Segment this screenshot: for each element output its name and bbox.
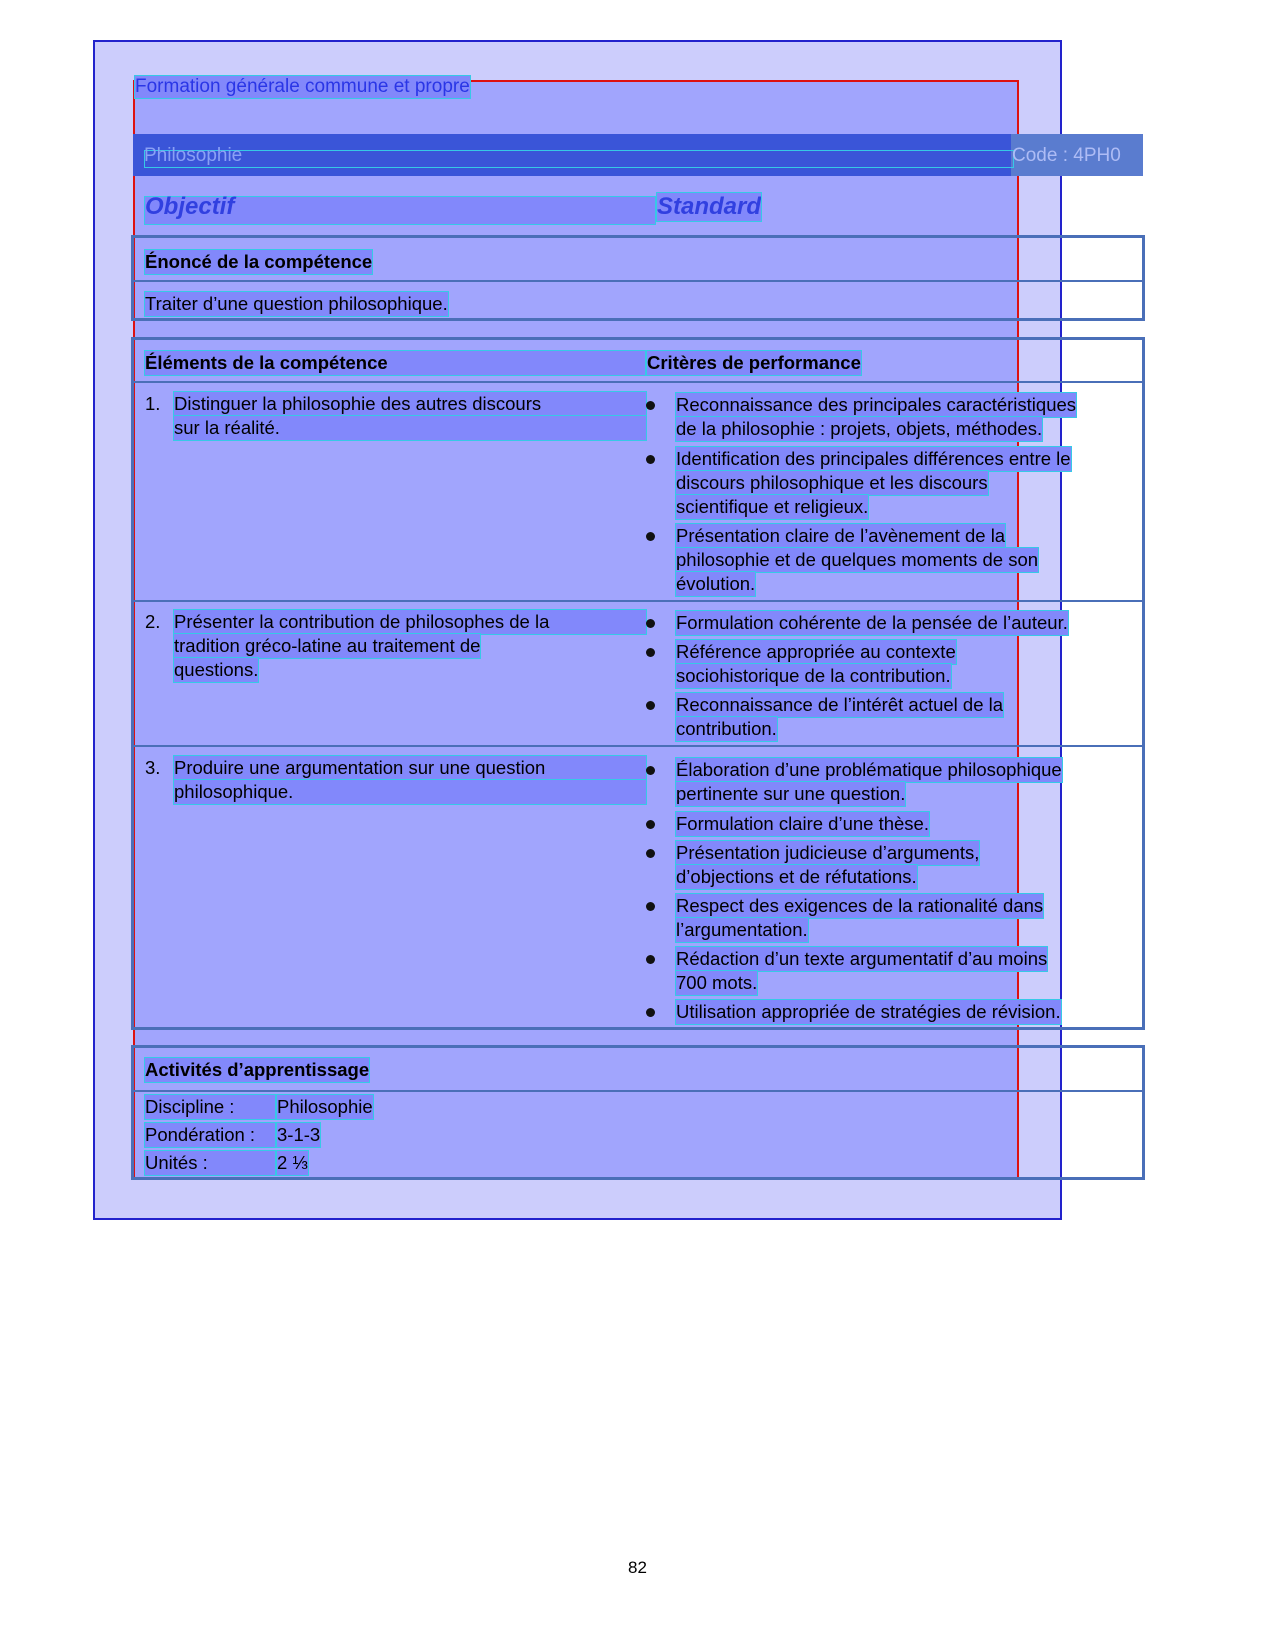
criterion-line: Identification des principales différences entre le bbox=[676, 448, 1071, 469]
bullet-icon bbox=[646, 648, 655, 657]
col-header-criteres: Critères de performance bbox=[647, 352, 861, 373]
activites-title: Activités d’apprentissage bbox=[145, 1059, 370, 1080]
criterion-line: Rédaction d’un texte argumentatif d’au moins bbox=[676, 948, 1048, 969]
criterion-line: Utilisation appropriée de stratégies de révision. bbox=[676, 1001, 1061, 1022]
ponderation-value: 3-1-3 bbox=[277, 1124, 321, 1145]
bullet-icon bbox=[646, 532, 655, 541]
section-title: Formation générale commune et propre bbox=[135, 76, 470, 97]
enonce-title: Énoncé de la compétence bbox=[145, 251, 373, 272]
criterion-line: pertinente sur une question. bbox=[676, 783, 906, 804]
col-header-elements: Éléments de la compétence bbox=[145, 351, 645, 375]
bullet-icon bbox=[646, 1008, 655, 1017]
bullet-icon bbox=[646, 766, 655, 775]
criterion-line: Présentation claire de l’avènement de la bbox=[676, 525, 1006, 546]
criterion-line: Référence appropriée au contexte bbox=[676, 641, 956, 662]
criterion-line: contribution. bbox=[676, 718, 777, 739]
bullet-icon bbox=[646, 902, 655, 911]
element-line: Présenter la contribution de philosophes de la bbox=[174, 610, 646, 634]
element-number: 3. bbox=[145, 757, 161, 778]
criterion-line: Respect des exigences de la rationalité dans bbox=[676, 895, 1044, 916]
bullet-icon bbox=[646, 955, 655, 964]
criterion-line: 700 mots. bbox=[676, 972, 758, 993]
element-line: questions. bbox=[174, 659, 259, 680]
element-number: 2. bbox=[145, 611, 161, 632]
discipline-value: Philosophie bbox=[277, 1096, 373, 1117]
course-code: Code : 4PH0 bbox=[1012, 145, 1121, 166]
criterion-line: Élaboration d’une problématique philosophique bbox=[676, 759, 1062, 780]
bullet-icon bbox=[646, 619, 655, 628]
element-line: Produire une argumentation sur une question bbox=[174, 756, 646, 780]
criterion-line: scientifique et religieux. bbox=[676, 496, 869, 517]
element-number: 1. bbox=[145, 393, 161, 414]
standard-heading: Standard bbox=[657, 193, 762, 220]
enonce-divider bbox=[131, 280, 1145, 282]
page-number: 82 bbox=[628, 1558, 647, 1577]
table-header-divider bbox=[131, 381, 1145, 383]
criterion-line: Présentation judicieuse d’arguments, bbox=[676, 842, 980, 863]
criterion-line: Formulation cohérente de la pensée de l’auteur. bbox=[676, 612, 1068, 633]
ponderation-label: Pondération : bbox=[145, 1123, 275, 1147]
objectif-heading: Objectif bbox=[145, 193, 235, 220]
element-line: tradition gréco-latine au traitement de bbox=[174, 635, 481, 656]
bullet-icon bbox=[646, 455, 655, 464]
course-name-outline bbox=[144, 150, 1014, 168]
enonce-text: Traiter d’une question philosophique. bbox=[145, 293, 448, 314]
criterion-line: évolution. bbox=[676, 573, 756, 594]
unites-label: Unités : bbox=[145, 1151, 275, 1175]
criterion-line: philosophie et de quelques moments de son bbox=[676, 549, 1039, 570]
bullet-icon bbox=[646, 849, 655, 858]
criterion-line: de la philosophie : projets, objets, méthodes. bbox=[676, 418, 1043, 439]
course-name: Philosophie bbox=[144, 145, 243, 166]
criterion-line: d’objections et de réfutations. bbox=[676, 866, 917, 887]
row-divider-2 bbox=[131, 745, 1145, 747]
criterion-line: Reconnaissance de l’intérêt actuel de la bbox=[676, 694, 1004, 715]
unites-value: 2 ⅓ bbox=[277, 1152, 308, 1173]
discipline-label: Discipline : bbox=[145, 1095, 275, 1119]
element-line: philosophique. bbox=[174, 780, 646, 804]
element-line: sur la réalité. bbox=[174, 416, 646, 440]
criterion-line: discours philosophique et les discours bbox=[676, 472, 988, 493]
criterion-line: l’argumentation. bbox=[676, 919, 808, 940]
activites-divider bbox=[131, 1090, 1145, 1092]
row-divider-1 bbox=[131, 600, 1145, 602]
bullet-icon bbox=[646, 401, 655, 410]
criterion-line: sociohistorique de la contribution. bbox=[676, 665, 951, 686]
element-line: Distinguer la philosophie des autres discours bbox=[174, 392, 646, 416]
bullet-icon bbox=[646, 701, 655, 710]
bullet-icon bbox=[646, 820, 655, 829]
criterion-line: Reconnaissance des principales caractéristiques bbox=[676, 394, 1077, 415]
criterion-line: Formulation claire d’une thèse. bbox=[676, 813, 929, 834]
